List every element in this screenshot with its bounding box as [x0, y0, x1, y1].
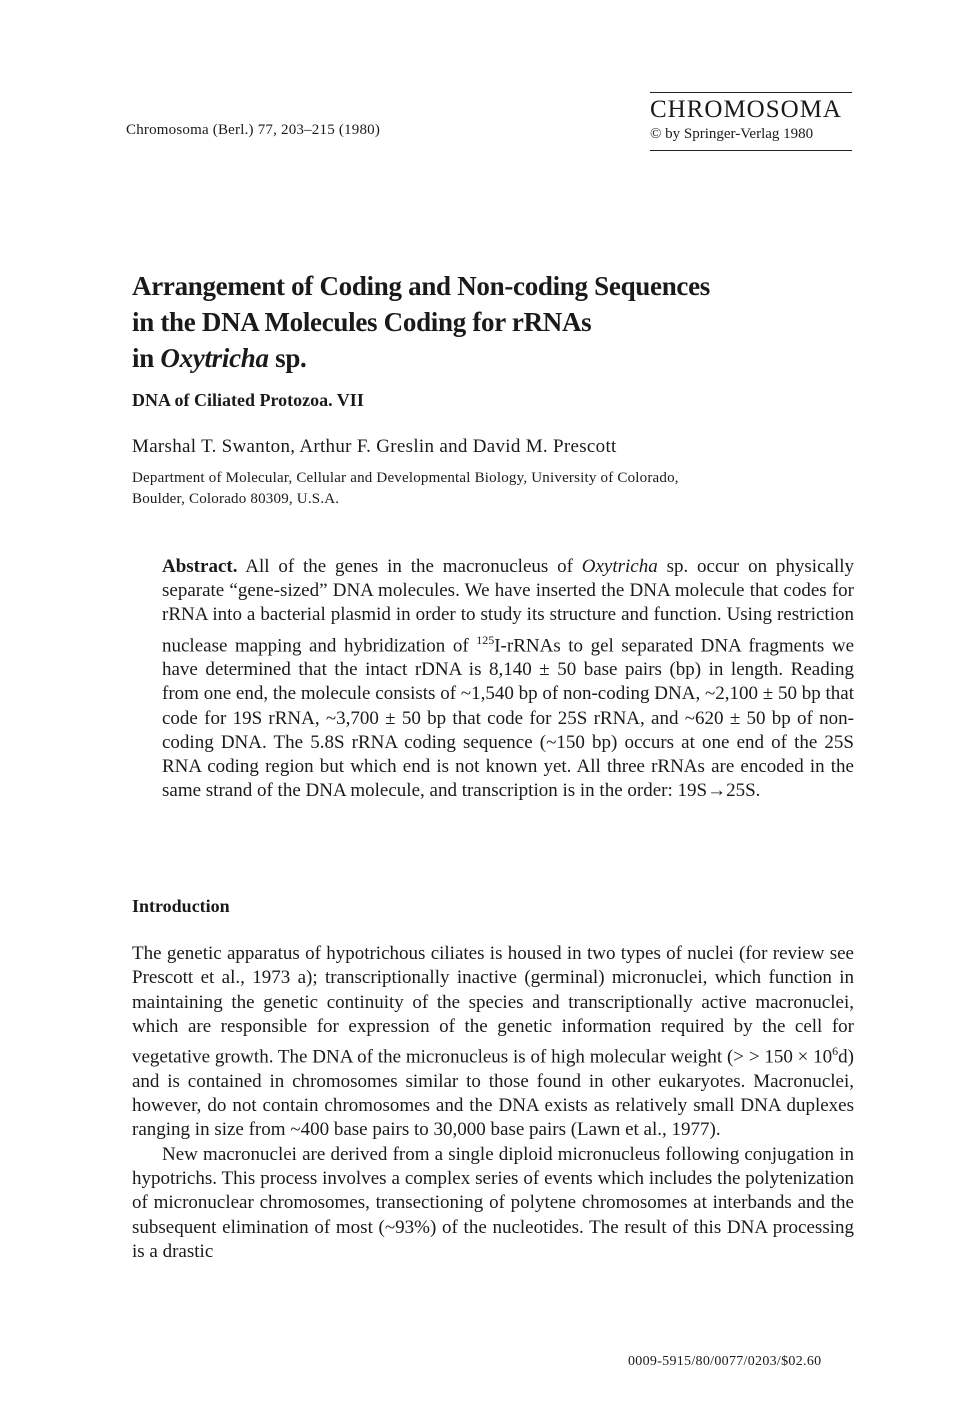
- masthead-bottom-rule: [650, 150, 852, 151]
- abstract-isotope-superscript: 125: [476, 632, 495, 647]
- abstract-species: Oxytricha: [581, 556, 658, 577]
- journal-masthead: [650, 92, 852, 151]
- abstract-text-3: I-rRNAs to gel separated DNA fragments we have determined that the intact rDNA is 8,140 ± 50 base pairs (bp) in length. Reading from one end, the molecule consists of ~1,540 bp of non-coding DNA, ~2,100 ± 50 bp that code for 19S rRNA, ~3,700 ± 50 bp that code for 25S rRNA, and ~620 ± 50 bp of non-coding DNA. The 5.8S rRNA coding sequence (~150 bp) occurs at one end of the 25S RNA coding region but which end is not known yet. All three rRNAs are encoded in the same strand of the DNA molecule, and transcription is in the order: 19S→25S.: [162, 634, 854, 802]
- journal-citation: Chromosoma (Berl.) 77, 203–215 (1980): [126, 122, 381, 138]
- author-list: Marshal T. Swanton, Arthur F. Greslin and David M. Prescott: [132, 436, 617, 457]
- affiliation-line-1: Department of Molecular, Cellular and Developmental Biology, University of Colorado,: [132, 470, 679, 486]
- article-price-code: 0009-5915/80/0077/0203/$02.60: [628, 1354, 822, 1369]
- title-line-3-prefix: in: [132, 343, 161, 373]
- title-line-2: in the DNA Molecules Coding for rRNAs: [132, 307, 592, 337]
- title-line-3-suffix: sp.: [268, 343, 307, 373]
- introduction-body: [132, 942, 854, 1264]
- publisher-copyright: © by Springer-Verlag 1980: [650, 126, 814, 142]
- abstract-text-1: All of the genes in the macronucleus of: [237, 556, 582, 577]
- journal-name: CHROMOSOMA: [650, 96, 842, 123]
- abstract-label: Abstract.: [162, 556, 238, 577]
- intro-p1-exponent: 6: [832, 1044, 839, 1059]
- affiliation-line-2: Boulder, Colorado 80309, U.S.A.: [132, 491, 340, 507]
- title-species: Oxytricha: [160, 343, 269, 373]
- title-line-1: Arrangement of Coding and Non-coding Sequences: [132, 271, 710, 301]
- author-affiliation: [132, 468, 832, 510]
- abstract-text-2: sp. occur on physically separate “gene-sized” DNA molecules. We have inserted the DNA molecule that codes for rRNA into a bacterial plasmid in order to study its structure and function. Using restriction nuclease mapping and hybridization of: [162, 556, 854, 656]
- intro-p1-text-2: d) and is contained in chromosomes similar to those found in other eukaryotes. Macronuclei, however, do not contain chromosomes and the DNA exists as relatively small DNA duplexes ranging in size from ~400 base pairs to 30,000 base pairs (Lawn et al., 1977).: [132, 1046, 854, 1141]
- title-line-3: [132, 340, 892, 376]
- article-title: [132, 268, 892, 376]
- introduction-paragraph-1: [132, 942, 854, 1143]
- introduction-heading: Introduction: [132, 896, 230, 916]
- article-subtitle: DNA of Ciliated Protozoa. VII: [132, 390, 364, 410]
- introduction-paragraph-2: New macronuclei are derived from a single diploid micronucleus following conjugation in hypotrichs. This process involves a complex series of events which includes the polytenization of micronuclear chromosomes, transectioning of polytene chromosomes at interbands and the subsequent elimination of most (~93%) of the nucleotides. The result of this DNA processing is a drastic: [132, 1143, 854, 1262]
- intro-p1-text-1: The genetic apparatus of hypotrichous ciliates is housed in two types of nuclei (for review see Prescott et al., 1973 a); transcriptionally inactive (germinal) micronuclei, which function in maintaining the genetic continuity of the species and transcriptionally active macronuclei, which are responsible for expression of the genetic information required by the cell for vegetative growth. The DNA of the micronucleus is of high molecular weight (> > 150 × 10: [132, 943, 854, 1068]
- abstract-paragraph: [162, 555, 854, 803]
- masthead-top-rule: [650, 92, 852, 93]
